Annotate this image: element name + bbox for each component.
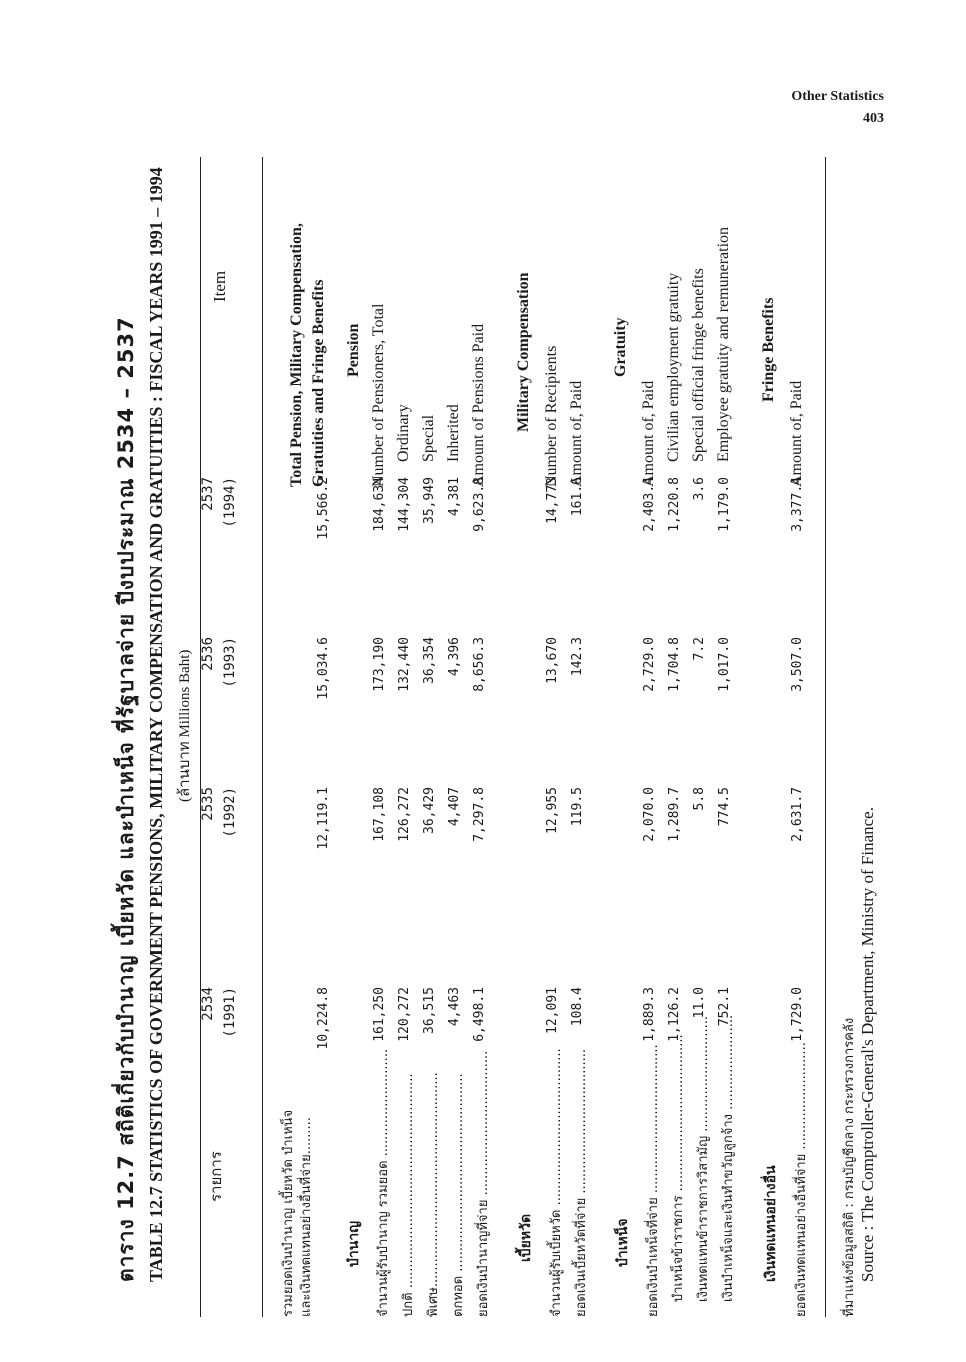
special-1991: 36,515 [422,987,437,1034]
table-row-label-english: Special official fringe benefits [690,268,707,462]
employee-1992: 774.5 [717,787,732,827]
year-ce-1994: (1994) [222,477,238,528]
total-1991: 10,224.8 [316,987,331,1050]
page-number: 403 [863,111,884,126]
special-1994: 35,949 [422,477,437,524]
civilian-1994: 1,220.8 [667,477,682,532]
table-row-label-thai: ปกติ .................................................... [401,1073,416,1317]
gratuity-section-thai: บำเหน็จ [615,1218,631,1267]
special-fringe-1993: 7.2 [692,637,707,661]
mil-paid-1993: 142.3 [570,637,585,677]
table-row-label-english: Amount of, Paid [788,380,805,487]
source-english: Source : The Comptroller-General's Department, Ministry of Finance. [858,807,877,1282]
total-label-thai-2: และเงินทดแทนอย่างอื่นที่จ่าย......... [299,1117,314,1317]
civilian-1991: 1,126.2 [667,987,682,1042]
mil-recipients-1992: 12,955 [545,787,560,834]
table-row-label-thai: ยอดเงินบำเหน็จที่จ่าย .................................... [646,1044,661,1317]
special-fringe-1991: 11.0 [692,987,707,1019]
employee-1994: 1,179.0 [717,477,732,532]
pension-paid-1992: 7,297.8 [472,787,487,842]
pension-paid-1991: 6,498.1 [472,987,487,1042]
total-label-english-1: Total Pension, Military Compensation, [288,223,305,487]
special-1993: 36,354 [422,637,437,684]
civilian-1992: 1,289.7 [667,787,682,842]
military-section-english: Military Compensation [515,272,532,432]
fringe-paid-1994: 3,377.4 [790,477,805,532]
ordinary-1994: 144,304 [397,477,412,532]
grat-paid-1992: 2,070.0 [642,787,657,842]
fringe-paid-1991: 1,729.0 [790,987,805,1042]
section-name: Other Statistics [791,89,884,104]
military-section-thai: เบี้ยหวัด [518,1213,534,1262]
table-row-label-english: Civilian employment gratuity [665,272,682,462]
year-be-1991: 2534 [200,987,216,1021]
grat-paid-1991: 1,889.3 [642,987,657,1042]
table-row-label-thai: จำนวนผู้รับเบี้ยหวัด ...................................... [549,1048,564,1317]
total-1992: 12,119.1 [316,787,331,850]
mil-paid-1991: 108.4 [570,987,585,1027]
mil-recipients-1991: 12,091 [545,987,560,1034]
year-be-1992: 2535 [200,787,216,821]
table-title-thai: ตาราง 12.7 สถิติเกี่ยวกับบำนาญ เบี้ยหวัด และบำเหน็จ ที่รัฐบาลจ่าย ปีงบประมาณ 2534 – 2537 [114,316,138,1282]
fringe-paid-1993: 3,507.0 [790,637,805,692]
year-ce-1993: (1993) [222,637,238,688]
year-ce-1992: (1992) [222,787,238,838]
pension-paid-1993: 8,656.3 [472,637,487,692]
ordinary-1991: 120,272 [397,987,412,1042]
pensioners-total-1992: 167,108 [372,787,387,842]
special-fringe-1994: 3.6 [692,477,707,501]
table-row-label-thai: ยอดเงินบำนาญที่จ่าย ................................... [476,1050,491,1317]
pension-section-english: Pension [345,323,362,377]
bottom-rule [825,157,826,1317]
employee-1993: 1,017.0 [717,637,732,692]
total-1993: 15,034.6 [316,637,331,700]
ordinary-1992: 126,272 [397,787,412,842]
table-row-label-english: Number of Recipients [543,345,560,487]
employee-1991: 752.1 [717,987,732,1027]
item-header-thai: รายการ [207,1151,225,1202]
table-row-label-thai: ตกทอด ................................................ [451,1073,466,1317]
total-label-thai-1: รวมยอดเงินบำนาญ เบี้ยหวัด บำเหน็จ [281,1109,296,1317]
table-row-label-english: Ordinary [395,404,412,462]
fringe-section-thai: เงินทดแทนอย่างอื่น [763,1165,779,1282]
item-header-english: Item [210,270,229,302]
total-label-english-2: Gratuities and Fringe Benefits [310,279,327,487]
table-row-label-english: Special [420,414,437,462]
grat-paid-1994: 2,403.4 [642,477,657,532]
table-unit: (ล้านบาท Millions Baht) [177,649,193,802]
inherited-1991: 4,463 [447,987,462,1027]
total-1994: 15,566.2 [316,477,331,540]
fringe-section-english: Fringe Benefits [760,297,777,402]
table-row-label-thai: เงินบำเหน็จและเงินทำขวัญลูกจ้าง ....................... [721,1014,736,1302]
year-be-1994: 2537 [200,477,216,511]
table-row-label-english: Amount of Pensions Paid [470,323,487,487]
special-fringe-1992: 5.8 [692,787,707,811]
year-ce-1991: (1991) [222,987,238,1038]
ordinary-1993: 132,440 [397,637,412,692]
table-row-label-thai: จำนวนผู้รับบำนาญ รวมยอด .......................... [376,1048,391,1317]
table-row-label-english: Amount of, Paid [640,380,657,487]
grat-paid-1993: 2,729.0 [642,637,657,692]
civilian-1993: 1,704.8 [667,637,682,692]
pensioners-total-1993: 173,190 [372,637,387,692]
table-row-label-english: Inherited [445,404,462,462]
pension-section-thai: บำนาญ [346,1220,362,1267]
header-rule [262,157,263,1317]
gratuity-section-english: Gratuity [612,317,629,377]
mil-recipients-1994: 14,773 [545,477,560,524]
table-row-label-thai: บำเหน็จข้าราชการ ...................................... [671,1034,686,1302]
table-row-label-thai: พิเศษ.................................................... [426,1072,441,1317]
pension-paid-1994: 9,623.8 [472,477,487,532]
fringe-paid-1992: 2,631.7 [790,787,805,842]
table-row-label-english: Amount of, Paid [568,380,585,487]
table-row-label-thai: เงินทดแทนข้าราชการวิสามัญ ............................ [696,1016,711,1302]
inherited-1994: 4,381 [447,477,462,517]
table-title-english: TABLE 12.7 STATISTICS OF GOVERNMENT PENSIONS, MILITARY COMPENSATION AND GRATUITIES : FISCAL YEARS 1991 – 1994 [146,167,166,1282]
year-be-1993: 2536 [200,637,216,671]
table-row-label-thai: ยอดเงินเบี้ยหวัดที่จ่าย ................................... [574,1048,589,1317]
table-row-label-thai: ยอดเงินทดแทนอย่างอื่นที่จ่าย .......................... [794,1042,809,1317]
inherited-1993: 4,396 [447,637,462,677]
table-row-label-english: Number of Pensioners, Total [370,303,387,487]
source-thai: ที่มาแห่งข้อมูลสถิติ : กรมบัญชีกลาง กระทรวงการคลัง [842,1017,857,1317]
mil-paid-1992: 119.5 [570,787,585,827]
pensioners-total-1991: 161,250 [372,987,387,1042]
mil-recipients-1993: 13,670 [545,637,560,684]
table-row-label-english: Employee gratuity and remuneration [715,226,732,462]
inherited-1992: 4,407 [447,787,462,827]
mil-paid-1994: 161.6 [570,477,585,517]
special-1992: 36,429 [422,787,437,834]
pensioners-total-1994: 184,634 [372,477,387,532]
